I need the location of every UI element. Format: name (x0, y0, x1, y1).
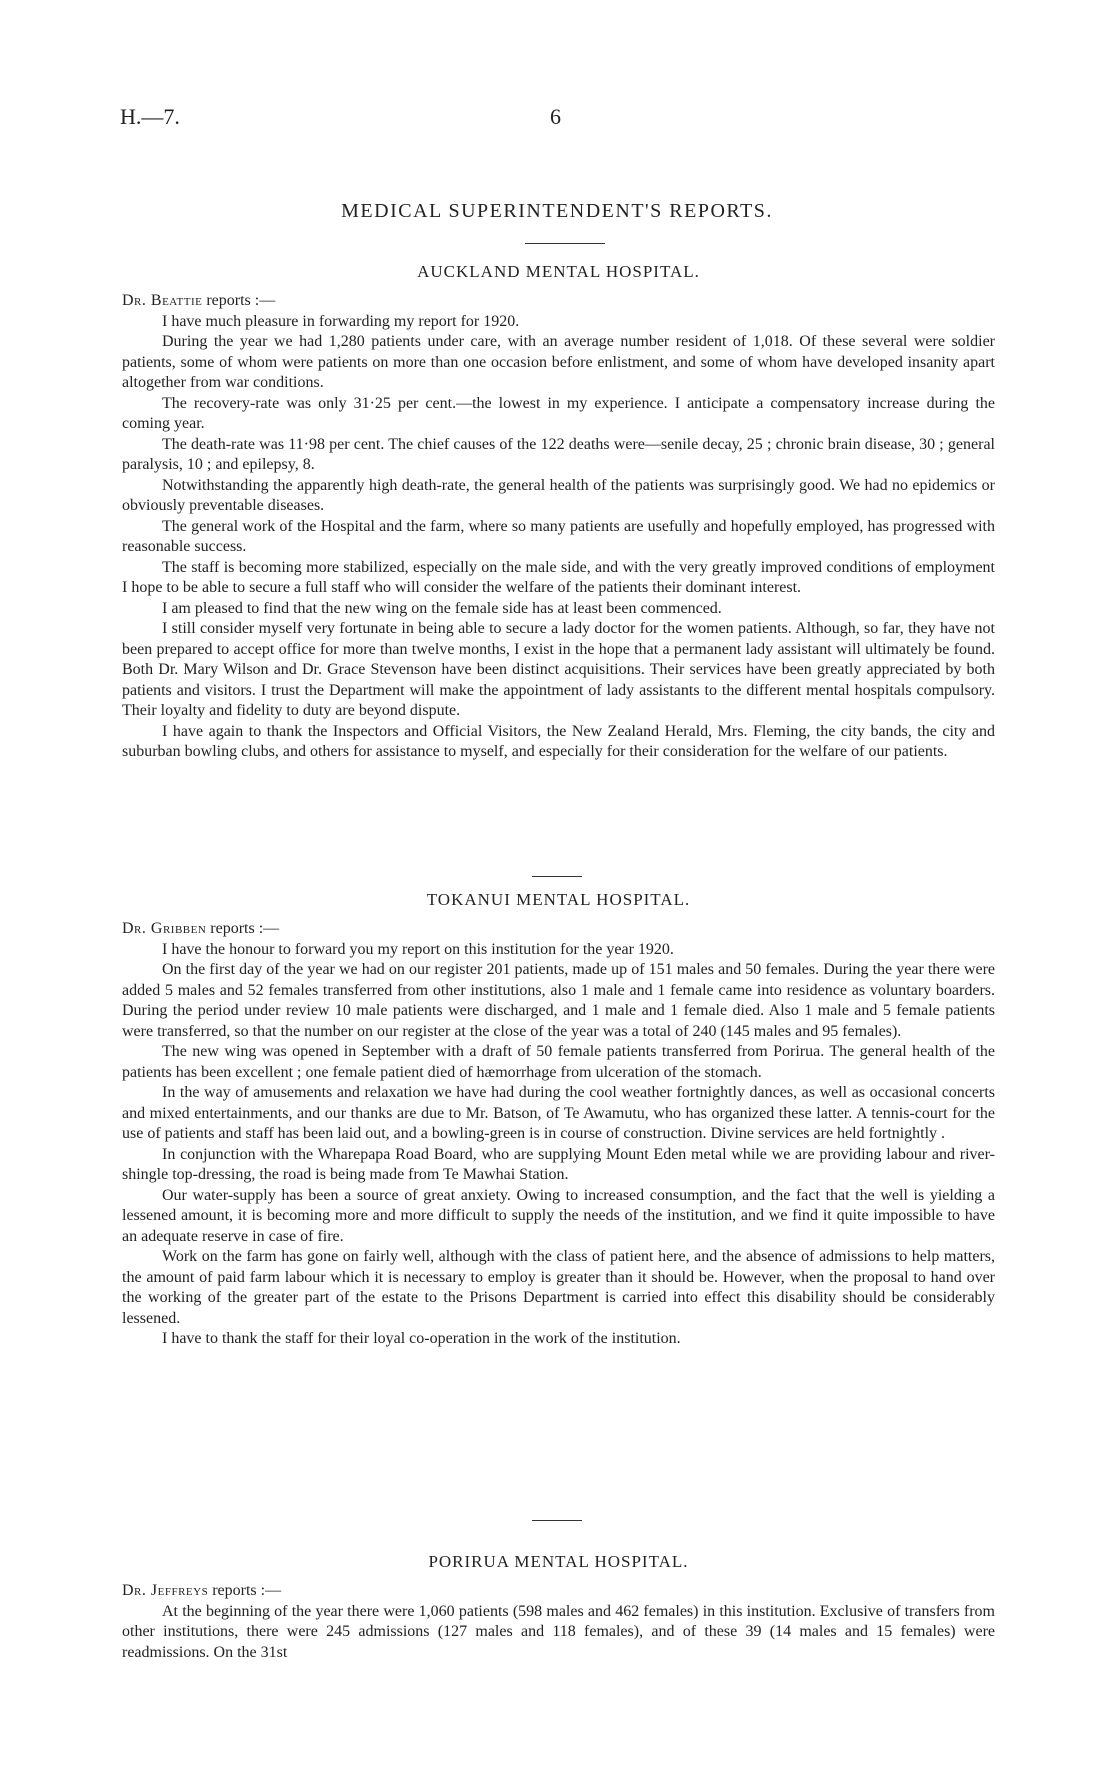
paragraph: Work on the farm has gone on fairly well, although with the class of patient here, and the absence of admissions to help matters, the amount of paid farm labour which it is necessary to employ is greater than it should be. However, when the proposal to hand over the working of the greater part of the estate to the Prisons Department is carried into effect this disability should be considerably lessened. (122, 1248, 995, 1327)
page-header (120, 104, 994, 134)
paragraph: The staff is becoming more stabilized, especially on the male side, and with the very greatly improved conditions of employment I hope to be able to secure a full staff who will consider the welfare of the patients their dominant interest. (122, 558, 995, 596)
reports-word: reports :— (210, 920, 280, 937)
reporter-line (122, 291, 995, 312)
paragraph: The general work of the Hospital and the farm, where so many patients are usefully and hopefully employed, has progressed with reasonable success. (122, 517, 995, 555)
paragraph: Notwithstanding the apparently high death-rate, the general health of the patients was surprisingly good. We had no epidemics or obviously preventable diseases. (122, 476, 995, 514)
paragraph: I have to thank the staff for their loyal co-operation in the work of the institution. (162, 1330, 681, 1347)
reporter-name: Dr. Gribben (122, 920, 207, 937)
paragraph: The recovery-rate was only 31·25 per cent.—the lowest in my experience. I anticipate a compensatory increase during the coming year. (122, 394, 995, 432)
paragraph: In conjunction with the Wharepapa Road Board, who are supplying Mount Eden metal while we are providing labour and river-shingle top-dressing, the road is being made from Te Mawhai Station. (122, 1145, 995, 1183)
paragraph: The new wing was opened in September with a draft of 50 female patients transferred from Porirua. The general health of the patients has been excellent ; one female patient died of hæmorrhage from ulceration of the stomach. (122, 1043, 995, 1081)
section-tokanui (122, 890, 995, 1350)
paragraph: I have again to thank the Inspectors and Official Visitors, the New Zealand Herald, Mrs. Fleming, the city bands, the city and suburban bowling clubs, and others for assistance to myself, and especially for their consideration for the welfare of our patients. (122, 722, 995, 760)
paragraph: I still consider myself very fortunate in being able to secure a lady doctor for the women patients. Although, so far, they have not been prepared to accept office for more than twelve months, I exist in the hope that a permanent lady assistant will ultimately be found. Both Dr. Mary Wilson and Dr. Grace Stevenson have been distinct acquisitions. Their services have been greatly appreciated by both patients and visitors. I trust the Department will make the appointment of lady assistants to the different mental hospitals compulsory. Their loyalty and fidelity to duty are beyond dispute. (122, 620, 995, 719)
paragraph: I am pleased to find that the new wing on the female side has at least been commenced. (162, 599, 722, 617)
paragraph: Our water-supply has been a source of great anxiety. Owing to increased consumption, and the fact that the well is yielding a lessened amount, it is becoming more and more difficult to supply the needs of the institution, and we find it quite impossible to have an adequate reserve in case of fire. (122, 1186, 995, 1245)
paragraph: During the year we had 1,280 patients under care, with an average number resident of 1,018. Of these several were soldier patients, some of whom were patients on more than one occasion before enlistment, and some of whom have developed insanity apart altogether from war conditions. (122, 333, 995, 391)
reports-word: reports :— (206, 292, 276, 309)
section-title: AUCKLAND MENTAL HOSPITAL. (417, 262, 700, 281)
reporter-line (122, 1581, 995, 1602)
main-title: MEDICAL SUPERINTENDENT'S REPORTS. (341, 200, 773, 222)
reports-word: reports :— (212, 1582, 282, 1599)
page-number: 6 (550, 104, 561, 129)
paragraph: I have the honour to forward you my report on this institution for the year 1920. (162, 940, 674, 958)
section-auckland (122, 262, 995, 763)
paragraph: On the first day of the year we had on our register 201 patients, made up of 151 males and 50 females. During the year there were added 5 males and 52 females transferred from other institutions, also 1 male and 1 female came into residence as voluntary boarders. During the period under review 10 male patients were discharged, and 1 male and 1 female died. Also 1 male and 5 female patients were transferred, so that the number on our register at the close of the year was a total of 240 (145 males and 95 females). (122, 961, 995, 1040)
section-porirua (122, 1552, 995, 1663)
paragraph: The death-rate was 11·98 per cent. The chief causes of the 122 deaths were—senile decay, 25 ; chronic brain disease, 30 ; general paralysis, 10 ; and epilepsy, 8. (122, 435, 995, 473)
reporter-name: Dr. Beattie (122, 292, 203, 309)
document-reference: H.—7. (120, 104, 180, 129)
section-title: PORIRUA MENTAL HOSPITAL. (428, 1552, 689, 1571)
reporter-line (122, 919, 995, 940)
paragraph: I have much pleasure in forwarding my report for 1920. (162, 312, 520, 330)
section-separator (532, 1520, 582, 1521)
section-title: TOKANUI MENTAL HOSPITAL. (426, 890, 691, 909)
paragraph: At the beginning of the year there were 1,060 patients (598 males and 462 females) in this institution. Exclusive of transfers from other institutions, there were 245 admissions (127 males and 118 females), and of these 39 (14 males and 15 females) were readmissions. On the 31st (122, 1602, 995, 1661)
paragraph: In the way of amusements and relaxation we have had during the cool weather fortnightly dances, as well as occasional concerts and mixed entertainments, and our thanks are due to Mr. Batson, of Te Awamutu, who has organized these latter. A tennis-court for the use of patients and staff has been laid out, and a bowling-green is in course of construction. Divine services are held fortnightly . (122, 1084, 995, 1142)
section-separator (532, 876, 582, 877)
title-rule (525, 243, 605, 244)
reporter-name: Dr. Jeffreys (122, 1582, 209, 1599)
